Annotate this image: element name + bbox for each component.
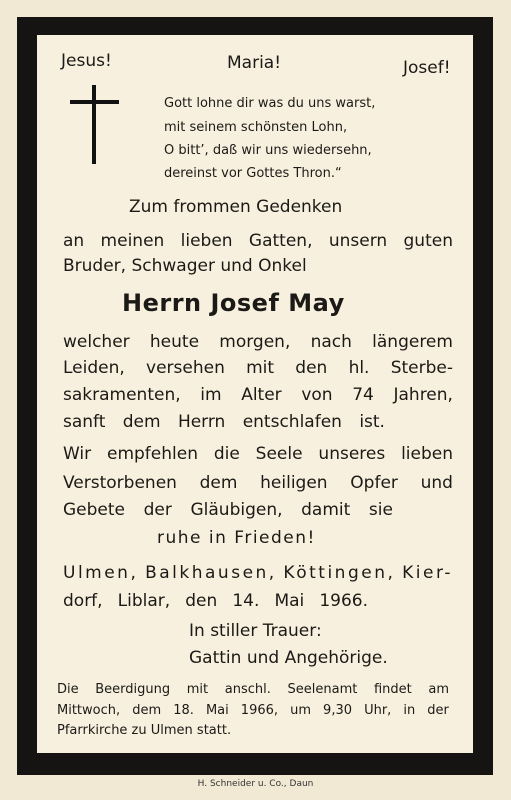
funeral-line-1: Die Beerdigung mit anschl. Seelenamt findet am (57, 682, 449, 697)
body-line-6: Verstorbenen dem heiligen Opfer und (63, 473, 453, 493)
funeral-line-2: Mittwoch, dem 18. Mai 1966, um 9,30 Uhr, in der (57, 703, 449, 718)
body-line-4: sanft dem Herrn entschlafen ist. (63, 412, 385, 432)
memorial-intro: Zum frommen Gedenken (129, 197, 343, 217)
body-line-7: Gebete der Gläubigen, damit sie (63, 500, 393, 520)
places-line-1: Ulmen, Balkhausen, Köttingen, Kier- (63, 563, 453, 583)
body-line-3: sakramenten, im Alter von 74 Jahren, (63, 385, 453, 405)
poem-line-1: Gott lohne dir was du uns warst, (164, 96, 376, 111)
memorial-line-1: an meinen lieben Gatten, unsern guten (63, 231, 453, 251)
places-line-2: dorf, Liblar, den 14. Mai 1966. (63, 591, 368, 611)
deceased-name: Herrn Josef May (122, 289, 345, 317)
poem-line-3: O bitt’, daß wir uns wiedersehn, (164, 143, 372, 158)
body-line-1: welcher heute morgen, nach längerem (63, 332, 453, 352)
printer-credit: H. Schneider u. Co., Daun (197, 779, 314, 789)
mourning-signature: Gattin und Angehörige. (189, 648, 388, 668)
poem-line-4: dereinst vor Gottes Thron.“ (164, 166, 342, 181)
header-josef: Josef! (403, 58, 451, 78)
body-line-2: Leiden, versehen mit den hl. Sterbe- (63, 358, 453, 378)
body-line-5: Wir empfehlen die Seele unseres lieben (63, 444, 453, 464)
rest-in-peace: ruhe in Frieden! (157, 528, 316, 548)
header-jesus: Jesus! (61, 51, 112, 71)
funeral-line-3: Pfarrkirche zu Ulmen statt. (57, 723, 232, 738)
header-maria: Maria! (227, 53, 282, 73)
poem-line-2: mit seinem schönsten Lohn, (164, 120, 348, 135)
memorial-line-2: Bruder, Schwager und Onkel (63, 256, 307, 276)
mourning-line-1: In stiller Trauer: (189, 621, 322, 641)
